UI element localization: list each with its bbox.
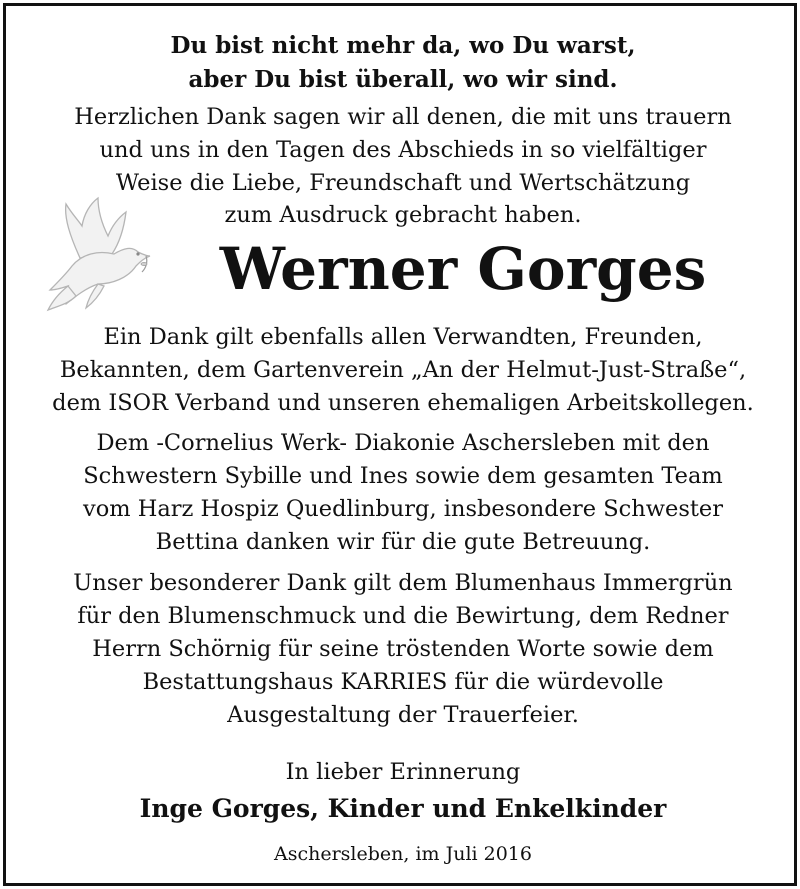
paragraph-3-line: Bestattungshaus KARRIES für die würdevolle <box>142 669 664 695</box>
paragraph-3-line: Unser besonderer Dank gilt dem Blumenhaus Immergrün <box>73 570 733 596</box>
announcement-frame <box>3 3 797 886</box>
paragraph-1-line: Ein Dank gilt ebenfalls allen Verwandten, Freunden, <box>103 324 703 350</box>
place-date: Aschersleben, im Juli 2016 <box>273 843 532 865</box>
motto-line-1: Du bist nicht mehr da, wo Du warst, <box>170 32 636 59</box>
closing-line: In lieber Erinnerung <box>285 759 521 785</box>
deceased-name: Werner Gorges <box>219 235 707 303</box>
paragraph-1-line: dem ISOR Verband und unseren ehemaligen Arbeitskollegen. <box>52 390 754 416</box>
paragraph-3-line: Ausgestaltung der Trauerfeier. <box>227 702 579 728</box>
paragraph-3-line: Herrn Schörnig für seine tröstenden Worte sowie dem <box>92 636 714 662</box>
intro-line: und uns in den Tagen des Abschieds in so vielfältiger <box>99 137 707 163</box>
motto-line-2: aber Du bist überall, wo wir sind. <box>188 66 618 93</box>
signatories: Inge Gorges, Kinder und Enkelkinder <box>139 794 667 823</box>
paragraph-2-line: vom Harz Hospiz Quedlinburg, insbesondere Schwester <box>83 496 723 522</box>
intro-line: Herzlichen Dank sagen wir all denen, die mit uns trauern <box>74 104 732 130</box>
paragraph-3-line: für den Blumenschmuck und die Bewirtung, dem Redner <box>77 603 729 629</box>
paragraph-1-line: Bekannten, dem Gartenverein „An der Helmut-Just-Straße“, <box>59 357 747 383</box>
intro-line: Weise die Liebe, Freundschaft und Wertschätzung <box>115 170 691 196</box>
paragraph-2-line: Dem -Cornelius Werk- Diakonie Aschersleben mit den <box>96 430 710 456</box>
intro-line: zum Ausdruck gebracht haben. <box>224 202 582 228</box>
paragraph-2-line: Bettina danken wir für die gute Betreuung. <box>155 529 651 555</box>
paragraph-2-line: Schwestern Sybille und Ines sowie dem gesamten Team <box>83 463 723 489</box>
